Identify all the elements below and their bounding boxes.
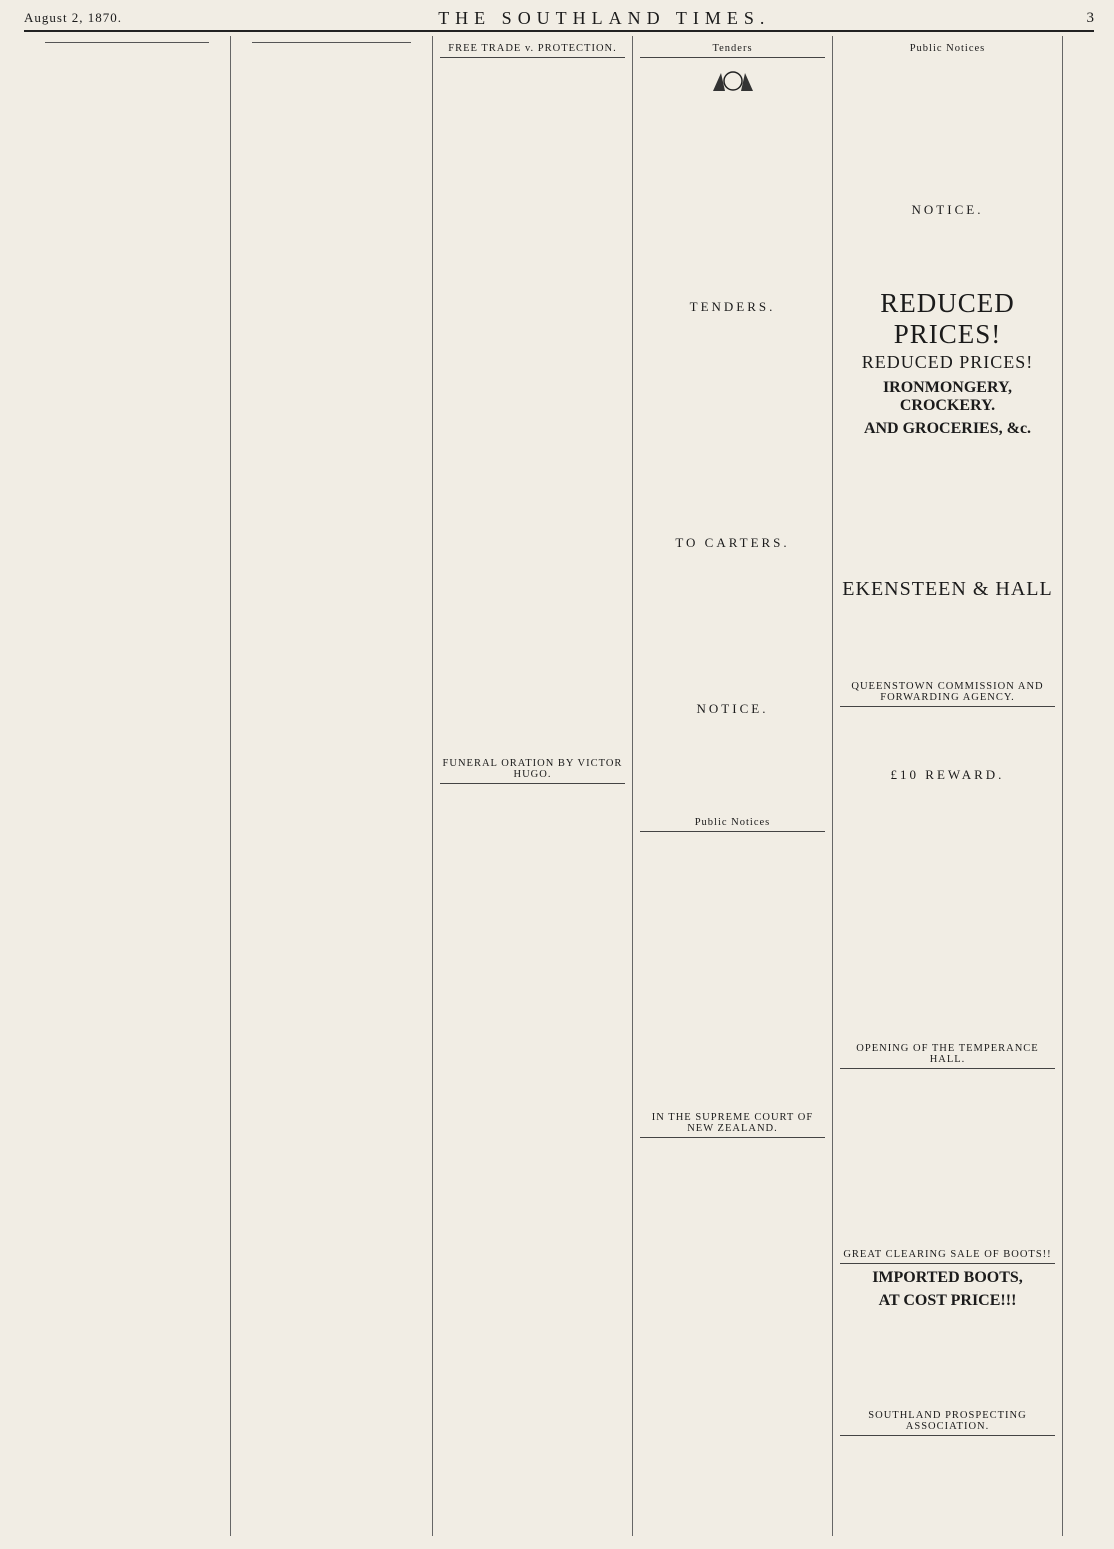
column-5 [833,36,1063,1536]
reward-heading: £10 REWARD. [890,767,1005,782]
column-2 [231,36,433,1536]
article-heading-free-trade: FREE TRADE v. PROTECTION. [440,43,625,58]
cost-price-line: AT COST PRICE!!! [878,1292,1017,1309]
ekensteen-hall-name: EKENSTEEN & HALL [842,578,1053,600]
column-4 [633,36,833,1536]
imported-boots-line: IMPORTED BOOTS, [872,1269,1023,1286]
newspaper-title: THE SOUTHLAND TIMES. [438,7,771,28]
tenders-heading: Tenders [640,43,825,58]
tenders-heading-2: TENDERS. [689,299,776,314]
reduced-prices-headline: REDUCED PRICES! [880,288,1015,349]
royal-coat-of-arms-icon [703,63,763,99]
clearing-sale-heading: GREAT CLEARING SALE OF BOOTS!! [840,1249,1055,1264]
column-1 [24,36,231,1536]
column-3 [433,36,633,1536]
reduced-prices-subhead: REDUCED PRICES! [861,352,1034,372]
notice-heading: NOTICE. [696,701,769,716]
groceries-line: AND GROCERIES, &c. [863,420,1032,437]
public-notices-heading: Public Notices [909,43,986,54]
section-rule [45,42,209,43]
public-notices-heading: Public Notices [640,817,825,832]
notice-heading: NOTICE. [911,202,984,217]
prospecting-association-heading: SOUTHLAND PROSPECTING ASSOCIATION. [840,1410,1055,1436]
ironmongery-line: IRONMONGERY, CROCKERY. [882,379,1013,414]
temperance-hall-heading: OPENING OF THE TEMPERANCE HALL. [840,1043,1055,1069]
queenstown-agency-heading: QUEENSTOWN COMMISSION AND FORWARDING AGENCY. [840,681,1055,707]
issue-date: August 2, 1870. [24,10,123,25]
supreme-court-heading: IN THE SUPREME COURT OF NEW ZEALAND. [640,1112,825,1138]
column-6 [1063,36,1103,1536]
carters-heading: TO CARTERS. [675,535,790,550]
page-number: 3 [1086,9,1094,26]
section-rule [252,42,411,43]
article-heading-funeral-oration: FUNERAL ORATION BY VICTOR HUGO. [440,758,625,784]
masthead [24,6,1094,32]
